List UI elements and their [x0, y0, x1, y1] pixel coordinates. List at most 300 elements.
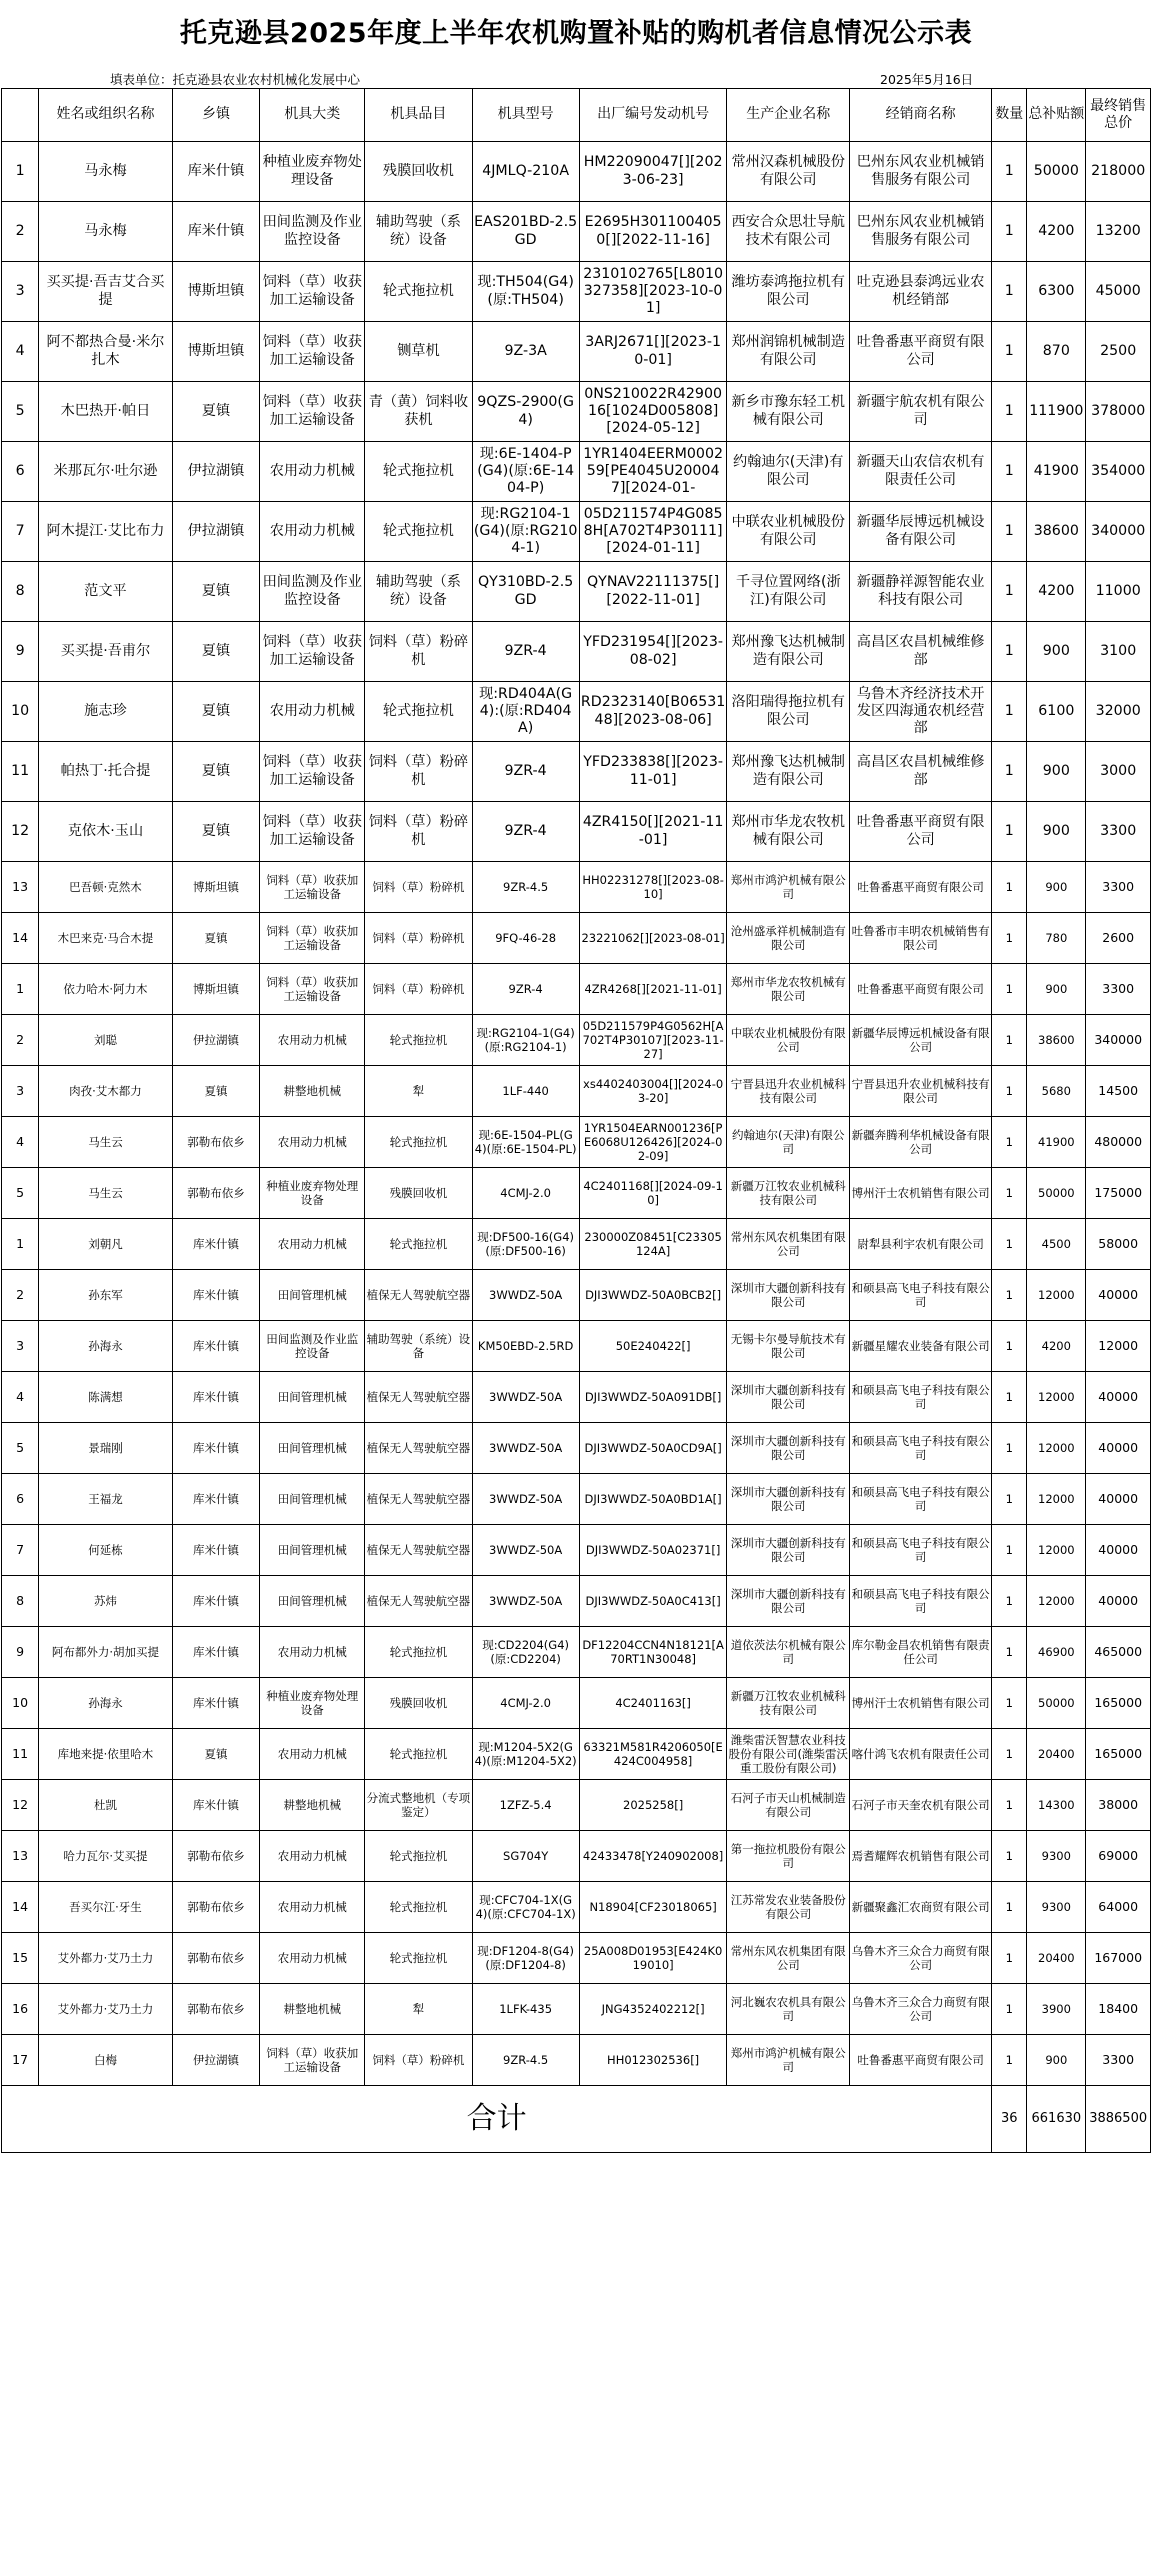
row-number-cell: 1 [2, 142, 39, 202]
machine-category-cell: 农用动力机械 [260, 682, 365, 742]
row-number-cell: 4 [2, 322, 39, 382]
table-row [2, 1525, 1151, 1576]
table-row [2, 2035, 1151, 2086]
buyer-info-table [1, 88, 1151, 2153]
row-number-cell: 4 [2, 1117, 39, 1168]
sales-price-cell: 32000 [1086, 682, 1151, 742]
dealer-cell: 和硕县高飞电子科技有限公司 [850, 1576, 992, 1627]
machine-category-cell: 农用动力机械 [260, 502, 365, 562]
serial-number-cell: RD2323140[B0653148][2023-08-06] [579, 682, 727, 742]
serial-number-cell: 1YR1404EERM000259[PE4045U200047][2024-01- [579, 442, 727, 502]
machine-category-cell: 农用动力机械 [260, 1882, 365, 1933]
buyer-name-cell: 买买提·吾吉艾合买提 [39, 262, 173, 322]
serial-number-cell: 2310102765[L8010327358][2023-10-01] [579, 262, 727, 322]
quantity-cell: 1 [992, 1729, 1027, 1780]
table-row [2, 1117, 1151, 1168]
sales-price-cell: 2500 [1086, 322, 1151, 382]
dealer-cell: 石河子市天奎农机有限公司 [850, 1780, 992, 1831]
subsidy-amount-cell: 6300 [1027, 262, 1086, 322]
total-sales: 3886500 [1086, 2086, 1151, 2153]
machine-model-cell: 9QZS-2900(G4) [472, 382, 579, 442]
machine-item-cell: 轮式拖拉机 [365, 1015, 472, 1066]
table-row [2, 1270, 1151, 1321]
serial-number-cell: HM22090047[][2023-06-23] [579, 142, 727, 202]
machine-category-cell: 农用动力机械 [260, 442, 365, 502]
township-cell: 库米什镇 [172, 1780, 260, 1831]
machine-model-cell: EAS201BD-2.5GD [472, 202, 579, 262]
township-cell: 库米什镇 [172, 1372, 260, 1423]
buyer-name-cell: 陈满想 [39, 1372, 173, 1423]
serial-number-cell: DJI3WWDZ-50A0C413[] [579, 1576, 727, 1627]
table-row [2, 382, 1151, 442]
machine-category-cell: 田间管理机械 [260, 1576, 365, 1627]
quantity-cell: 1 [992, 322, 1027, 382]
township-cell: 夏镇 [172, 742, 260, 802]
row-number-cell: 14 [2, 913, 39, 964]
machine-item-cell: 轮式拖拉机 [365, 682, 472, 742]
buyer-name-cell: 巴吾顿·克然木 [39, 862, 173, 913]
total-row [2, 2086, 1151, 2153]
buyer-name-cell: 施志珍 [39, 682, 173, 742]
manufacturer-cell: 深圳市大疆创新科技有限公司 [727, 1525, 850, 1576]
subsidy-amount-cell: 900 [1027, 622, 1086, 682]
manufacturer-cell: 深圳市大疆创新科技有限公司 [727, 1576, 850, 1627]
header-cell: 机具型号 [472, 89, 579, 142]
manufacturer-cell: 郑州市华龙农牧机械有限公司 [727, 802, 850, 862]
quantity-cell: 1 [992, 1015, 1027, 1066]
row-number-cell: 3 [2, 262, 39, 322]
buyer-name-cell: 孙海永 [39, 1678, 173, 1729]
machine-category-cell: 种植业废弃物处理设备 [260, 1168, 365, 1219]
township-cell: 库米什镇 [172, 202, 260, 262]
quantity-cell: 1 [992, 1984, 1027, 2035]
buyer-name-cell: 杜凯 [39, 1780, 173, 1831]
subsidy-amount-cell: 3900 [1027, 1984, 1086, 2035]
sales-price-cell: 2600 [1086, 913, 1151, 964]
manufacturer-cell: 常州东风农机集团有限公司 [727, 1933, 850, 1984]
quantity-cell: 1 [992, 742, 1027, 802]
table-row [2, 802, 1151, 862]
serial-number-cell: 05D211574P4G0858H[A702T4P30111][2024-01-11] [579, 502, 727, 562]
quantity-cell: 1 [992, 202, 1027, 262]
sales-price-cell: 165000 [1086, 1678, 1151, 1729]
sales-price-cell: 465000 [1086, 1627, 1151, 1678]
sales-price-cell: 40000 [1086, 1372, 1151, 1423]
quantity-cell: 1 [992, 2035, 1027, 2086]
buyer-name-cell: 马永梅 [39, 142, 173, 202]
manufacturer-cell: 常州东风农机集团有限公司 [727, 1219, 850, 1270]
quantity-cell: 1 [992, 622, 1027, 682]
township-cell: 库米什镇 [172, 1627, 260, 1678]
subsidy-amount-cell: 5680 [1027, 1066, 1086, 1117]
row-number-cell: 6 [2, 1474, 39, 1525]
machine-item-cell: 铡草机 [365, 322, 472, 382]
machine-model-cell: QY310BD-2.5GD [472, 562, 579, 622]
serial-number-cell: 63321M581R4206050[E424C004958] [579, 1729, 727, 1780]
machine-model-cell: 现:M1204-5X2(G4)(原:M1204-5X2) [472, 1729, 579, 1780]
township-cell: 库米什镇 [172, 1576, 260, 1627]
machine-item-cell: 辅助驾驶（系统）设备 [365, 1321, 472, 1372]
subsidy-amount-cell: 20400 [1027, 1933, 1086, 1984]
table-row [2, 322, 1151, 382]
header-cell: 机具大类 [260, 89, 365, 142]
dealer-cell: 新疆聚鑫汇农商贸有限公司 [850, 1882, 992, 1933]
quantity-cell: 1 [992, 382, 1027, 442]
buyer-name-cell: 孙海永 [39, 1321, 173, 1372]
machine-category-cell: 田间管理机械 [260, 1525, 365, 1576]
subsidy-amount-cell: 9300 [1027, 1831, 1086, 1882]
dealer-cell: 新疆静祥源智能农业科技有限公司 [850, 562, 992, 622]
machine-item-cell: 轮式拖拉机 [365, 1882, 472, 1933]
table-row [2, 1168, 1151, 1219]
dealer-cell: 和硕县高飞电子科技有限公司 [850, 1270, 992, 1321]
serial-number-cell: YFD231954[][2023-08-02] [579, 622, 727, 682]
row-number-cell: 17 [2, 2035, 39, 2086]
serial-number-cell: N18904[CF23018065] [579, 1882, 727, 1933]
quantity-cell: 1 [992, 1474, 1027, 1525]
machine-model-cell: 3WWDZ-50A [472, 1270, 579, 1321]
machine-item-cell: 青（黄）饲料收获机 [365, 382, 472, 442]
machine-item-cell: 轮式拖拉机 [365, 1627, 472, 1678]
serial-number-cell: 1YR1504EARN001236[PE6068U126426][2024-02-09] [579, 1117, 727, 1168]
serial-number-cell: YFD233838[][2023-11-01] [579, 742, 727, 802]
sales-price-cell: 11000 [1086, 562, 1151, 622]
machine-category-cell: 农用动力机械 [260, 1627, 365, 1678]
sales-price-cell: 45000 [1086, 262, 1151, 322]
subsidy-amount-cell: 12000 [1027, 1372, 1086, 1423]
serial-number-cell: QYNAV22111375[][2022-11-01] [579, 562, 727, 622]
row-number-cell: 6 [2, 442, 39, 502]
sales-price-cell: 58000 [1086, 1219, 1151, 1270]
manufacturer-cell: 第一拖拉机股份有限公司 [727, 1831, 850, 1882]
row-number-cell: 7 [2, 1525, 39, 1576]
serial-number-cell: 3ARJ2671[][2023-10-01] [579, 322, 727, 382]
row-number-cell: 1 [2, 964, 39, 1015]
table-row [2, 142, 1151, 202]
machine-model-cell: 现:TH504(G4)(原:TH504) [472, 262, 579, 322]
township-cell: 库米什镇 [172, 1321, 260, 1372]
subsidy-amount-cell: 50000 [1027, 1678, 1086, 1729]
machine-item-cell: 轮式拖拉机 [365, 1729, 472, 1780]
serial-number-cell: 4C2401163[] [579, 1678, 727, 1729]
serial-number-cell: JNG4352402212[] [579, 1984, 727, 2035]
quantity-cell: 1 [992, 142, 1027, 202]
township-cell: 库米什镇 [172, 1423, 260, 1474]
sales-price-cell: 3300 [1086, 802, 1151, 862]
machine-item-cell: 分流式整地机（专项鉴定） [365, 1780, 472, 1831]
township-cell: 伊拉湖镇 [172, 2035, 260, 2086]
row-number-cell: 3 [2, 1066, 39, 1117]
sales-price-cell: 165000 [1086, 1729, 1151, 1780]
buyer-name-cell: 范文平 [39, 562, 173, 622]
sales-price-cell: 175000 [1086, 1168, 1151, 1219]
dealer-cell: 吐克逊县泰鸿远业农机经销部 [850, 262, 992, 322]
row-number-cell: 11 [2, 1729, 39, 1780]
machine-model-cell: SG704Y [472, 1831, 579, 1882]
machine-item-cell: 轮式拖拉机 [365, 1933, 472, 1984]
table-row [2, 1678, 1151, 1729]
machine-model-cell: 3WWDZ-50A [472, 1372, 579, 1423]
dealer-cell: 宁晋县迅升农业机械科技有限公司 [850, 1066, 992, 1117]
serial-number-cell: DJI3WWDZ-50A0BCB2[] [579, 1270, 727, 1321]
machine-model-cell: KM50EBD-2.5RD [472, 1321, 579, 1372]
machine-category-cell: 饲料（草）收获加工运输设备 [260, 382, 365, 442]
quantity-cell: 1 [992, 1831, 1027, 1882]
quantity-cell: 1 [992, 1168, 1027, 1219]
buyer-name-cell: 白梅 [39, 2035, 173, 2086]
machine-category-cell: 农用动力机械 [260, 1117, 365, 1168]
machine-category-cell: 饲料（草）收获加工运输设备 [260, 2035, 365, 2086]
serial-number-cell: 23221062[][2023-08-01] [579, 913, 727, 964]
row-number-cell: 13 [2, 862, 39, 913]
table-row [2, 262, 1151, 322]
serial-number-cell: xs4402403004[][2024-03-20] [579, 1066, 727, 1117]
table-row [2, 682, 1151, 742]
dealer-cell: 新疆星耀农业装备有限公司 [850, 1321, 992, 1372]
table-row [2, 1474, 1151, 1525]
row-number-cell: 2 [2, 1015, 39, 1066]
subsidy-amount-cell: 4500 [1027, 1219, 1086, 1270]
machine-model-cell: 现:DF500-16(G4)(原:DF500-16) [472, 1219, 579, 1270]
manufacturer-cell: 河北巍农农机具有限公司 [727, 1984, 850, 2035]
serial-number-cell: DJI3WWDZ-50A091DB[] [579, 1372, 727, 1423]
township-cell: 郭勒布依乡 [172, 1831, 260, 1882]
sales-price-cell: 218000 [1086, 142, 1151, 202]
subsidy-amount-cell: 900 [1027, 802, 1086, 862]
machine-category-cell: 田间监测及作业监控设备 [260, 202, 365, 262]
serial-number-cell: 4ZR4150[][2021-11-01] [579, 802, 727, 862]
manufacturer-cell: 无锡卡尔曼导航技术有限公司 [727, 1321, 850, 1372]
machine-item-cell: 犁 [365, 1066, 472, 1117]
machine-category-cell: 农用动力机械 [260, 1015, 365, 1066]
sales-price-cell: 13200 [1086, 202, 1151, 262]
dealer-cell: 尉犁县利宇农机有限公司 [850, 1219, 992, 1270]
sales-price-cell: 167000 [1086, 1933, 1151, 1984]
manufacturer-cell: 潍坊泰鸿拖拉机有限公司 [727, 262, 850, 322]
manufacturer-cell: 千寻位置网络(浙江)有限公司 [727, 562, 850, 622]
dealer-cell: 新疆天山农信农机有限责任公司 [850, 442, 992, 502]
machine-model-cell: 现:6E-1404-P(G4)(原:6E-1404-P) [472, 442, 579, 502]
sales-price-cell: 18400 [1086, 1984, 1151, 2035]
row-number-cell: 8 [2, 562, 39, 622]
manufacturer-cell: 郑州市华龙农牧机械有限公司 [727, 964, 850, 1015]
row-number-cell: 16 [2, 1984, 39, 2035]
subsidy-amount-cell: 6100 [1027, 682, 1086, 742]
machine-item-cell: 犁 [365, 1984, 472, 2035]
dealer-cell: 焉耆耀辉农机销售有限公司 [850, 1831, 992, 1882]
buyer-name-cell: 景瑞刚 [39, 1423, 173, 1474]
machine-category-cell: 饲料（草）收获加工运输设备 [260, 322, 365, 382]
serial-number-cell: 05D211579P4G0562H[A702T4P30107][2023-11-27] [579, 1015, 727, 1066]
machine-model-cell: 现:6E-1504-PL(G4)(原:6E-1504-PL) [472, 1117, 579, 1168]
manufacturer-cell: 新疆万江牧农业机械科技有限公司 [727, 1168, 850, 1219]
table-row [2, 442, 1151, 502]
serial-number-cell: 4C2401168[][2024-09-10] [579, 1168, 727, 1219]
township-cell: 郭勒布依乡 [172, 1933, 260, 1984]
header-cell: 乡镇 [172, 89, 260, 142]
quantity-cell: 1 [992, 1423, 1027, 1474]
subsidy-amount-cell: 4200 [1027, 562, 1086, 622]
machine-model-cell: 3WWDZ-50A [472, 1423, 579, 1474]
machine-item-cell: 植保无人驾驶航空器 [365, 1525, 472, 1576]
row-number-cell: 1 [2, 1219, 39, 1270]
machine-category-cell: 饲料（草）收获加工运输设备 [260, 742, 365, 802]
manufacturer-cell: 中联农业机械股份有限公司 [727, 1015, 850, 1066]
table-row [2, 1933, 1151, 1984]
subsidy-amount-cell: 4200 [1027, 1321, 1086, 1372]
machine-category-cell: 田间管理机械 [260, 1474, 365, 1525]
header-cell: 姓名或组织名称 [39, 89, 173, 142]
row-number-cell: 9 [2, 622, 39, 682]
dealer-cell: 新疆华辰博远机械设备有限公司 [850, 502, 992, 562]
table-row [2, 562, 1151, 622]
quantity-cell: 1 [992, 1627, 1027, 1678]
quantity-cell: 1 [992, 562, 1027, 622]
manufacturer-cell: 新乡市豫东轻工机械有限公司 [727, 382, 850, 442]
machine-model-cell: 1LFK-435 [472, 1984, 579, 2035]
quantity-cell: 1 [992, 1780, 1027, 1831]
buyer-name-cell: 孙东军 [39, 1270, 173, 1321]
buyer-name-cell: 王福龙 [39, 1474, 173, 1525]
machine-model-cell: 3WWDZ-50A [472, 1525, 579, 1576]
sales-price-cell: 40000 [1086, 1576, 1151, 1627]
dealer-cell: 高昌区农昌机械维修部 [850, 742, 992, 802]
sales-price-cell: 38000 [1086, 1780, 1151, 1831]
machine-category-cell: 饲料（草）收获加工运输设备 [260, 913, 365, 964]
sales-price-cell: 3100 [1086, 622, 1151, 682]
machine-model-cell: 9FQ-46-28 [472, 913, 579, 964]
manufacturer-cell: 深圳市大疆创新科技有限公司 [727, 1270, 850, 1321]
buyer-name-cell: 依力哈木·阿力木 [39, 964, 173, 1015]
machine-model-cell: 9ZR-4 [472, 802, 579, 862]
machine-category-cell: 田间管理机械 [260, 1270, 365, 1321]
table-row [2, 913, 1151, 964]
table-row [2, 1627, 1151, 1678]
township-cell: 夏镇 [172, 1066, 260, 1117]
quantity-cell: 1 [992, 262, 1027, 322]
quantity-cell: 1 [992, 442, 1027, 502]
table-row [2, 1423, 1151, 1474]
township-cell: 库米什镇 [172, 142, 260, 202]
machine-item-cell: 轮式拖拉机 [365, 502, 472, 562]
dealer-cell: 吐鲁番市丰明农机械销售有限公司 [850, 913, 992, 964]
row-number-cell: 12 [2, 802, 39, 862]
subsidy-amount-cell: 900 [1027, 964, 1086, 1015]
manufacturer-cell: 郑州市鸿沪机械有限公司 [727, 862, 850, 913]
township-cell: 郭勒布依乡 [172, 1117, 260, 1168]
subsidy-amount-cell: 12000 [1027, 1423, 1086, 1474]
buyer-name-cell: 哈力瓦尔·艾买提 [39, 1831, 173, 1882]
table-header [2, 89, 1151, 142]
subsidy-amount-cell: 12000 [1027, 1576, 1086, 1627]
quantity-cell: 1 [992, 1372, 1027, 1423]
manufacturer-cell: 石河子市天山机械制造有限公司 [727, 1780, 850, 1831]
manufacturer-cell: 深圳市大疆创新科技有限公司 [727, 1423, 850, 1474]
header-cell: 最终销售总价 [1086, 89, 1151, 142]
buyer-name-cell: 马生云 [39, 1168, 173, 1219]
machine-item-cell: 辅助驾驶（系统）设备 [365, 562, 472, 622]
township-cell: 夏镇 [172, 562, 260, 622]
buyer-name-cell: 马永梅 [39, 202, 173, 262]
machine-model-cell: 4CMJ-2.0 [472, 1678, 579, 1729]
header-cell: 生产企业名称 [727, 89, 850, 142]
header-cell: 出厂编号发动机号 [579, 89, 727, 142]
subsidy-amount-cell: 900 [1027, 742, 1086, 802]
subsidy-amount-cell: 12000 [1027, 1270, 1086, 1321]
township-cell: 郭勒布依乡 [172, 1882, 260, 1933]
dealer-cell: 新疆华辰博远机械设备有限公司 [850, 1015, 992, 1066]
buyer-name-cell: 阿布都外力·胡加买提 [39, 1627, 173, 1678]
sales-price-cell: 69000 [1086, 1831, 1151, 1882]
publish-date: 2025年5月16日 [880, 72, 974, 87]
machine-item-cell: 饲料（草）粉碎机 [365, 802, 472, 862]
machine-category-cell: 饲料（草）收获加工运输设备 [260, 802, 365, 862]
township-cell: 库米什镇 [172, 1219, 260, 1270]
machine-item-cell: 辅助驾驶（系统）设备 [365, 202, 472, 262]
quantity-cell: 1 [992, 1117, 1027, 1168]
subsidy-amount-cell: 12000 [1027, 1525, 1086, 1576]
quantity-cell: 1 [992, 502, 1027, 562]
table-row [2, 1576, 1151, 1627]
sales-price-cell: 480000 [1086, 1117, 1151, 1168]
header-cell: 总补贴额 [1027, 89, 1086, 142]
machine-item-cell: 植保无人驾驶航空器 [365, 1372, 472, 1423]
header-cell: 数量 [992, 89, 1027, 142]
header-cell: 机具品目 [365, 89, 472, 142]
township-cell: 郭勒布依乡 [172, 1168, 260, 1219]
machine-model-cell: 4JMLQ-210A [472, 142, 579, 202]
row-number-cell: 2 [2, 1270, 39, 1321]
dealer-cell: 喀什鸿飞农机有限责任公司 [850, 1729, 992, 1780]
dealer-cell: 库尔勒金昌农机销售有限责任公司 [850, 1627, 992, 1678]
header-cell [2, 89, 39, 142]
dealer-cell: 巴州东风农业机械销售服务有限公司 [850, 202, 992, 262]
dealer-cell: 乌鲁木齐三众合力商贸有限公司 [850, 1933, 992, 1984]
sales-price-cell: 40000 [1086, 1525, 1151, 1576]
dealer-cell: 高昌区农昌机械维修部 [850, 622, 992, 682]
serial-number-cell: 230000Z08451[C23305124A] [579, 1219, 727, 1270]
subsidy-amount-cell: 12000 [1027, 1474, 1086, 1525]
township-cell: 博斯坦镇 [172, 262, 260, 322]
manufacturer-cell: 沧州盛承祥机械制造有限公司 [727, 913, 850, 964]
table-row [2, 202, 1151, 262]
machine-category-cell: 饲料（草）收获加工运输设备 [260, 862, 365, 913]
dealer-cell: 和硕县高飞电子科技有限公司 [850, 1525, 992, 1576]
machine-item-cell: 植保无人驾驶航空器 [365, 1423, 472, 1474]
machine-item-cell: 残膜回收机 [365, 142, 472, 202]
manufacturer-cell: 中联农业机械股份有限公司 [727, 502, 850, 562]
buyer-name-cell: 买买提·吾甫尔 [39, 622, 173, 682]
table-row [2, 1321, 1151, 1372]
sales-price-cell: 3000 [1086, 742, 1151, 802]
buyer-name-cell: 马生云 [39, 1117, 173, 1168]
machine-model-cell: 9ZR-4 [472, 742, 579, 802]
machine-model-cell: 1ZFZ-5.4 [472, 1780, 579, 1831]
quantity-cell: 1 [992, 1270, 1027, 1321]
subsidy-amount-cell: 41900 [1027, 442, 1086, 502]
machine-model-cell: 现:DF1204-8(G4)(原:DF1204-8) [472, 1933, 579, 1984]
machine-item-cell: 植保无人驾驶航空器 [365, 1576, 472, 1627]
serial-number-cell: HH02231278[][2023-08-10] [579, 862, 727, 913]
manufacturer-cell: 江苏常发农业装备股份有限公司 [727, 1882, 850, 1933]
table-row [2, 742, 1151, 802]
subsidy-amount-cell: 46900 [1027, 1627, 1086, 1678]
sales-price-cell: 14500 [1086, 1066, 1151, 1117]
township-cell: 夏镇 [172, 382, 260, 442]
header-cell: 经销商名称 [850, 89, 992, 142]
subsidy-amount-cell: 870 [1027, 322, 1086, 382]
quantity-cell: 1 [992, 1576, 1027, 1627]
